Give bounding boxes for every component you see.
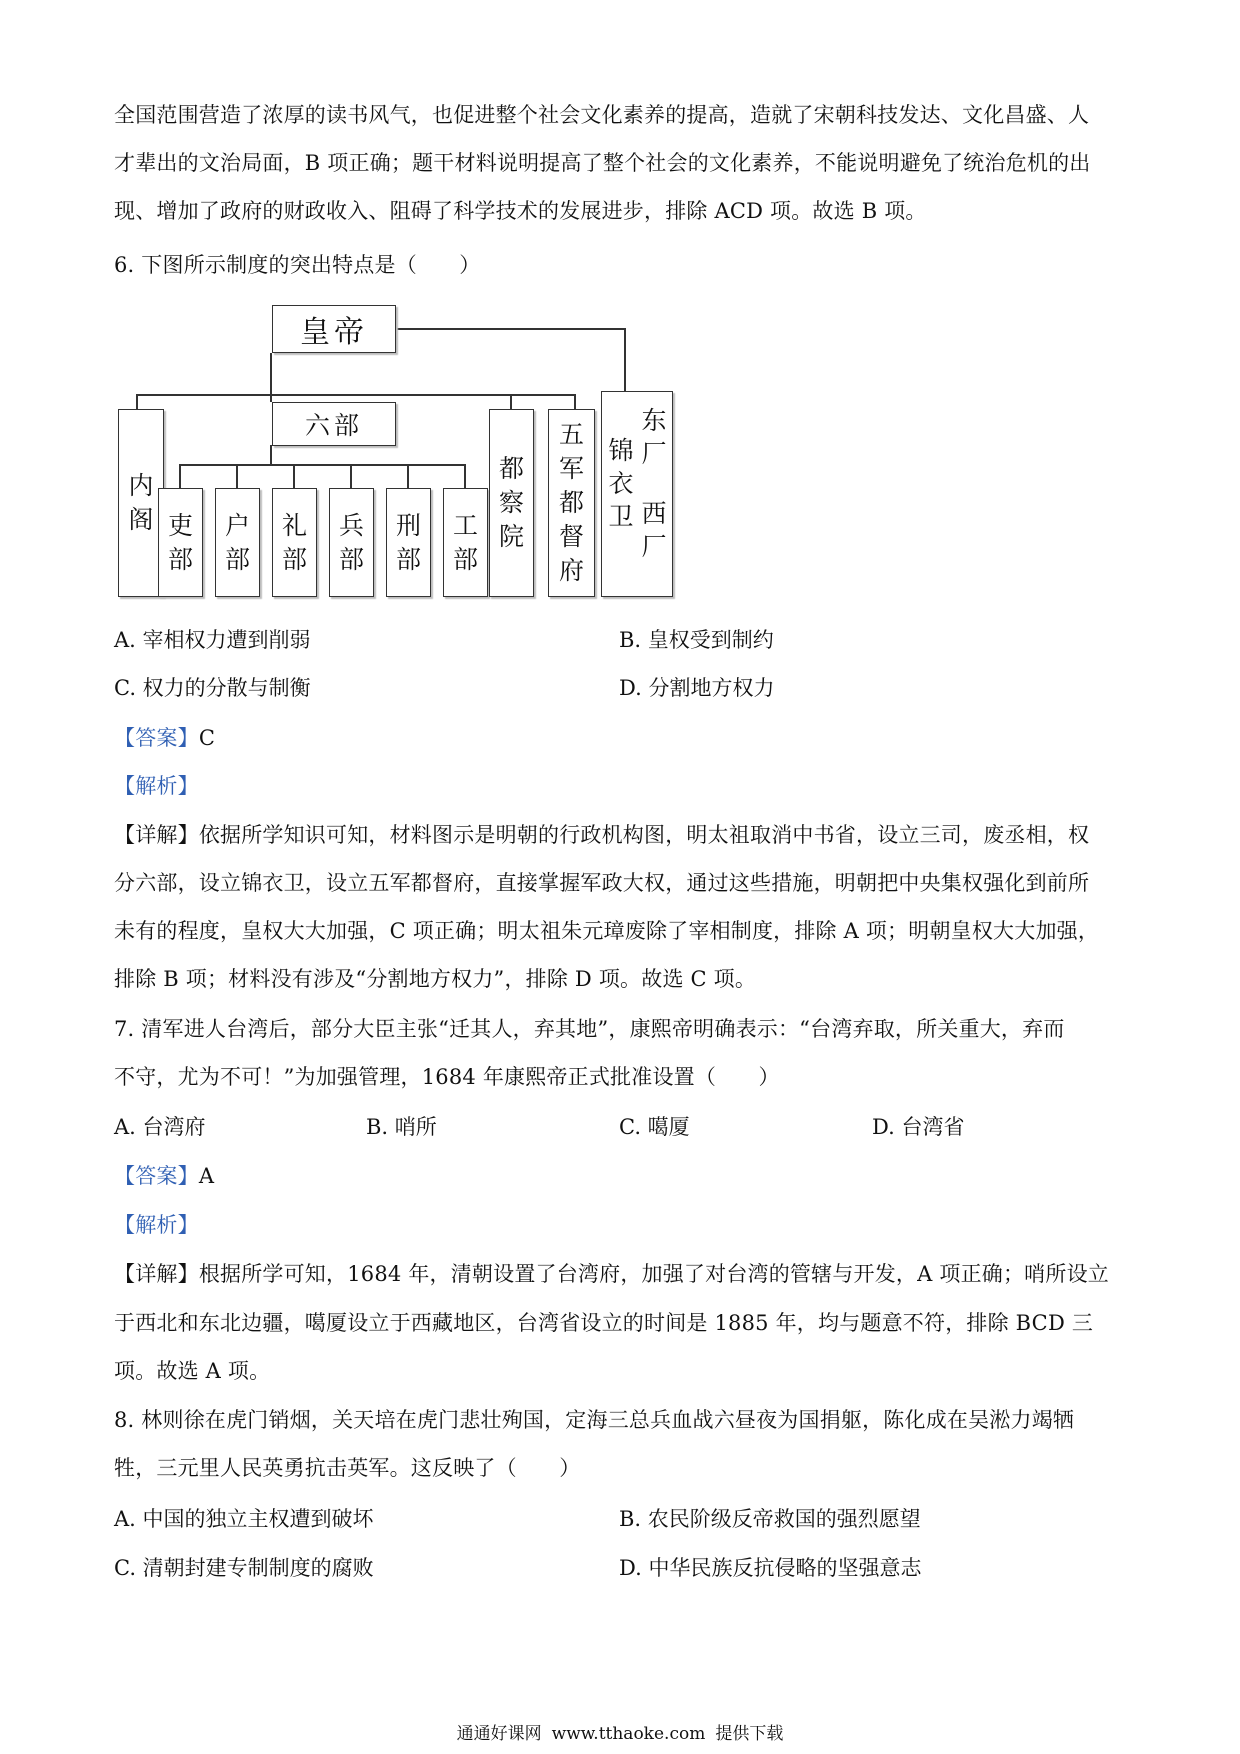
ministry-char: 部 [224,544,250,574]
q7-option-c: C. 噶厦 [619,1115,690,1139]
ministry-char: 刑 [395,510,421,540]
q6-option-d: D. 分割地方权力 [619,676,775,700]
paragraph-line: 才辈出的文治局面，B 项正确；题干材料说明提高了整个社会的文化素养，不能说明避免了统治危机的出 [114,151,1091,175]
footer-download: 提供下载 [715,1724,784,1744]
connector-line [136,394,138,409]
ministry-box-revenue [215,488,260,597]
q8-option-a: A. 中国的独立主权遭到破坏 [114,1507,374,1531]
connector-line [350,464,352,488]
five-armies-char: 督 [558,522,584,551]
q6-detail-line: 分六部，设立锦衣卫，设立五军都督府，直接掌握军政大权，通过这些措施，明朝把中央集权强化到前所 [114,871,1090,895]
q8-option-b: B. 农民阶级反帝救国的强烈愿望 [619,1507,921,1531]
q6-option-b: B. 皇权受到制约 [619,628,774,652]
connector-line [407,464,409,488]
answer-value: A [198,1164,215,1188]
east-factory-label [639,404,669,470]
q7-option-d: D. 台湾省 [872,1115,965,1139]
detail-tag: 【详解】 [114,1262,199,1286]
answer-tag: 【答案】 [114,726,199,750]
five-armies-char: 五 [558,420,584,449]
ministry-box-rites [272,488,317,597]
page-footer [0,1722,1240,1746]
six-ministries-box [272,402,396,446]
q6-detail-line: 未有的程度，皇权大大加强，C 项正确；明太祖朱元璋废除了宰相制度，排除 A 项；明朝皇权大大加强， [114,919,1100,943]
connector-line [270,445,272,465]
footer-url[interactable]: www.tthaoke.com [551,1724,706,1744]
question-7-stem: 7. 清军进人台湾后，部分大臣主张“迁其人，弃其地”，康熙帝明确表示：“台湾弃取，所关重大，弃而 [114,1017,1065,1041]
ministry-char: 工 [452,510,478,540]
footer-site-name: 通通好课网 [456,1724,542,1744]
q7-option-a: A. 台湾府 [114,1115,206,1139]
detail-tag: 【详解】 [114,823,199,847]
censorate-char: 察 [498,488,524,517]
connector-line [464,464,466,488]
six-ministries-label: 六部 [304,411,363,440]
analysis-tag: 【解析】 [114,774,199,798]
ministry-char: 部 [395,544,421,574]
jinyiwei-char: 卫 [608,502,634,531]
west-factory-label [639,497,669,563]
west-factory-char: 厂 [641,532,667,561]
question-7-stem: 不守，尤为不可！”为加强管理，1684 年康熙帝正式批准设置（ ） [114,1065,780,1089]
connector-line [270,394,272,402]
ministry-char: 户 [224,510,250,540]
censorate-box [489,409,534,597]
ministry-char: 部 [167,544,193,574]
detail-text: 根据所学可知，1684 年，清朝设置了台湾府，加强了对台湾的管辖与开发，A 项正确；哨所设立 [198,1262,1109,1286]
ministry-char: 部 [452,544,478,574]
q6-detail-line [114,821,1089,849]
ministry-box-personnel [158,488,203,597]
question-6-stem: 6. 下图所示制度的突出特点是（ ） [114,253,481,277]
question-8-stem: 牲，三元里人民英勇抗击英军。这反映了（ ） [114,1456,581,1480]
connector-line [179,464,465,466]
q7-detail-line: 项。故选 A 项。 [114,1359,271,1383]
five-armies-box [548,409,595,597]
ministry-char: 礼 [281,510,307,540]
ministry-char: 部 [338,544,364,574]
q7-answer [114,1162,214,1190]
jinyiwei-char: 衣 [608,469,634,498]
secret-police-box [601,391,673,597]
ministry-char: 吏 [167,510,193,540]
paragraph-line: 全国范围营造了浓厚的读书风气，也促进整个社会文化素养的提高，造就了宋朝科技发达、文化昌盛、人 [114,103,1090,127]
connector-line [574,394,576,410]
emperor-box [272,305,396,353]
q7-detail-line [114,1260,1109,1288]
q6-option-c: C. 权力的分散与制衡 [114,676,311,700]
connector-line [270,353,272,396]
q7-analysis [114,1211,199,1239]
detail-text: 依据所学知识可知，材料图示是明朝的行政机构图，明太祖取消中书省，设立三司，废丞相，权 [198,823,1090,847]
jinyiwei-label [606,434,636,533]
q7-detail-line: 于西北和东北边疆，噶厦设立于西藏地区，台湾省设立的时间是 1885 年，均与题意不符，排除 BCD 三 [114,1311,1094,1335]
q6-analysis [114,772,199,800]
ministry-box-works [443,488,488,597]
connector-line [293,464,295,488]
neige-char: 阁 [128,505,154,534]
east-factory-char: 厂 [641,439,667,468]
ministry-box-justice [386,488,431,597]
paragraph-line: 现、增加了政府的财政收入、阻碍了科学技术的发展进步，排除 ACD 项。故选 B 项。 [114,199,927,223]
five-armies-char: 府 [558,556,584,585]
connector-line [236,464,238,488]
ming-government-diagram [122,302,722,602]
ministry-char: 兵 [338,510,364,540]
connector-line [624,328,626,392]
ministry-char: 部 [281,544,307,574]
question-8-stem: 8. 林则徐在虎门销烟，关天培在虎门悲壮殉国，定海三总兵血战六昼夜为国捐躯，陈化成在吴淞力竭牺 [114,1408,1075,1432]
emperor-label: 皇帝 [300,315,368,350]
answer-value: C [198,726,216,750]
five-armies-char: 都 [558,488,584,517]
q6-answer [114,724,215,752]
ministry-box-war [329,488,374,597]
five-armies-char: 军 [558,454,584,483]
connector-line [510,394,512,410]
neige-char: 内 [128,471,154,500]
answer-tag: 【答案】 [114,1164,199,1188]
connector-line [179,464,181,488]
q7-option-b: B. 哨所 [366,1115,437,1139]
analysis-tag: 【解析】 [114,1213,199,1237]
q6-option-a: A. 宰相权力遭到削弱 [114,628,311,652]
censorate-char: 都 [498,454,524,483]
east-factory-char: 东 [641,406,667,435]
censorate-char: 院 [498,522,524,551]
jinyiwei-char: 锦 [608,436,634,465]
q8-option-d: D. 中华民族反抗侵略的坚强意志 [619,1556,922,1580]
q6-detail-line: 排除 B 项；材料没有涉及“分割地方权力”，排除 D 项。故选 C 项。 [114,967,757,991]
q8-option-c: C. 清朝封建专制制度的腐败 [114,1556,374,1580]
west-factory-char: 西 [641,499,667,528]
